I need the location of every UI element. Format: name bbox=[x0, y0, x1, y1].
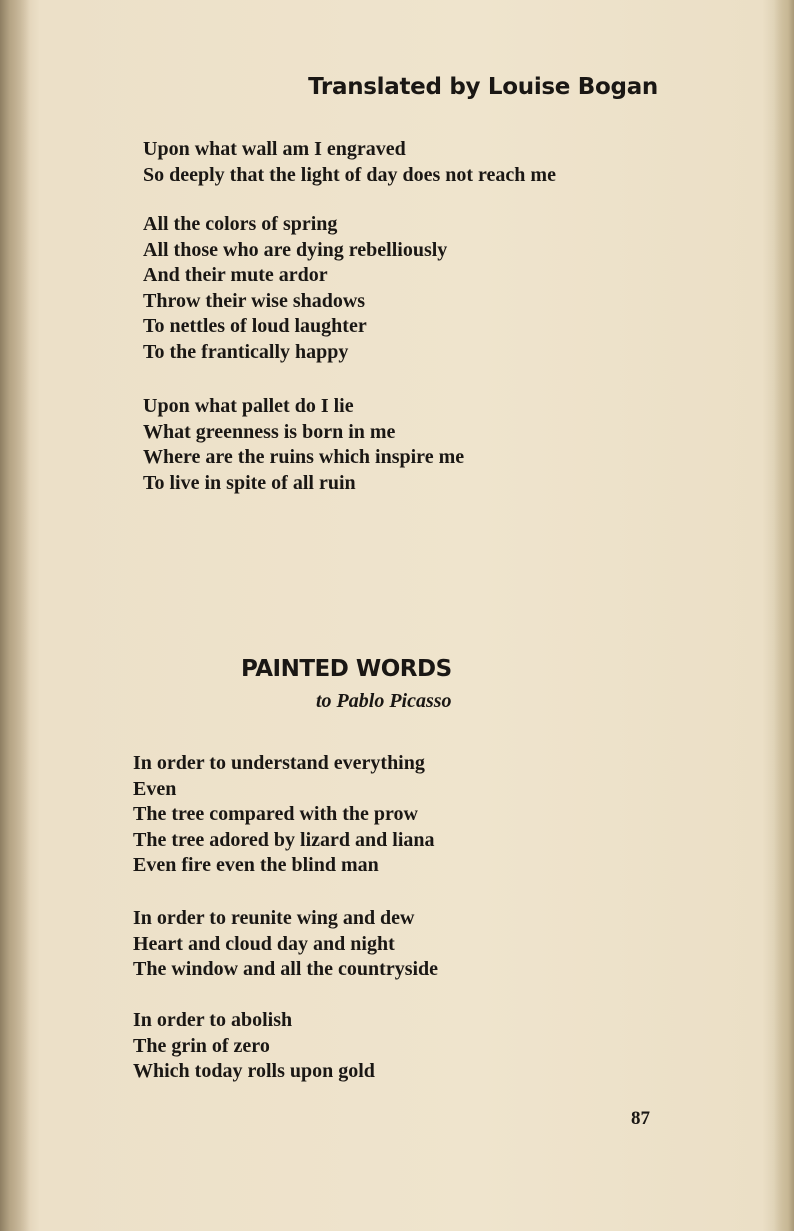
poem-dedication: to Pablo Picasso bbox=[316, 690, 452, 712]
poem-line: Upon what wall am I engraved bbox=[143, 138, 406, 160]
poem-line: So deeply that the light of day does not reach me bbox=[143, 163, 556, 186]
poem-line: Even bbox=[133, 777, 177, 800]
poem2-stanza-1 bbox=[133, 751, 435, 879]
poem-line: The tree adored by lizard and liana bbox=[133, 828, 435, 851]
poem1-stanza-2 bbox=[143, 212, 447, 365]
poem-line: Upon what pallet do I lie bbox=[143, 395, 354, 417]
poem-line: Which today rolls upon gold bbox=[133, 1060, 375, 1082]
poem-line: To nettles of loud laughter bbox=[143, 315, 367, 337]
poem-line: To live in spite of all ruin bbox=[143, 471, 356, 494]
running-header-translator: Translated by Louise Bogan bbox=[308, 74, 658, 100]
poem-line: The grin of zero bbox=[133, 1034, 270, 1057]
poem-line: In order to understand everything bbox=[133, 752, 425, 774]
poem-line: What greenness is born in me bbox=[143, 420, 396, 443]
poem-line: The window and all the countryside bbox=[133, 958, 439, 980]
book-spine-shadow bbox=[0, 0, 30, 1231]
poem-line: All the colors of spring bbox=[143, 213, 338, 235]
poem2-stanza-3 bbox=[133, 1008, 375, 1085]
poem-line: Even fire even the blind man bbox=[133, 854, 379, 876]
poem-line: Where are the ruins which inspire me bbox=[143, 446, 465, 468]
poem1-stanza-3 bbox=[143, 394, 464, 496]
poem-line: In order to abolish bbox=[133, 1009, 293, 1031]
poem2-stanza-2 bbox=[133, 906, 438, 983]
poem-line: The tree compared with the prow bbox=[133, 803, 418, 825]
poem-line: In order to reunite wing and dew bbox=[133, 907, 415, 929]
poem-line: Throw their wise shadows bbox=[143, 289, 366, 312]
page-number: 87 bbox=[631, 1108, 650, 1129]
poem1-stanza-1 bbox=[143, 137, 556, 188]
poem-line: Heart and cloud day and night bbox=[133, 932, 395, 955]
poem-title: PAINTED WORDS bbox=[241, 656, 452, 682]
page-edge-shadow bbox=[774, 0, 794, 1231]
poem-line: And their mute ardor bbox=[143, 264, 328, 286]
poem-line: All those who are dying rebelliously bbox=[143, 238, 448, 261]
poem-line: To the frantically happy bbox=[143, 340, 349, 363]
